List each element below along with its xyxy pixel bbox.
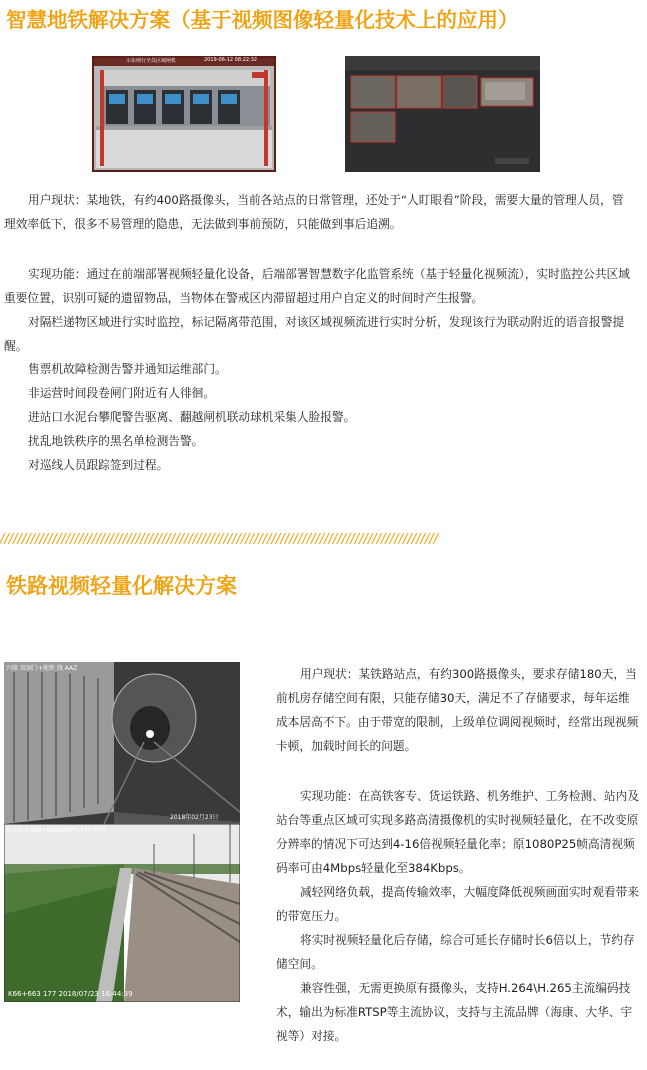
subway-function-item: 售票机故障检测告警并通知运维部门。: [28, 362, 227, 376]
railway-status-paragraph: 用户现状：某铁路站点，有约300路摄像头，要求存储180天，当前机房存储空间有限，只能存储30天，满足不了存储要求，每年运维成本居高不下。由于带宽的限制，上级单位调阅视频时，经常出现视频卡顿，加载时间长的问题。: [276, 667, 639, 753]
section-divider: ////////////////////////////////////////////////////////////////////////////////////////////////////: [0, 532, 438, 547]
page-title: 智慧地铁解决方案（基于视频图像轻量化技术上的应用）: [6, 8, 519, 32]
subway-function-item: 扰乱地铁秩序的黑名单检测告警。: [28, 434, 204, 448]
railway-tunnel-camera-image: [4, 662, 240, 824]
subway-function-item: 对隔栏递物区域进行实时监控，标记隔离带范围，对该区域视频流进行实时分析，发现该行为联动附近的语音报警提醒。: [4, 315, 625, 353]
image-caption: 京沈客专K66+663接触网177杆护网: [6, 827, 106, 834]
railway-function-paragraph: 实现功能：在高铁客专、货运铁路、机务维护、工务检测、站内及站台等重点区域可实现多路高清摄像机的实时视频轻量化，在不改变原分辨率的情况下可达到4-16倍视频轻量化率；原1080P25帧高清视频码率可由4Mbps轻量化至384Kbps。: [276, 789, 639, 875]
railway-benefit-item: 减轻网络负载，提高传输效率，大幅度降低视频画面实时观看带来的带宽压力。: [276, 885, 639, 923]
subway-function-item: 非运营时间段卷闸门附近有人徘徊。: [28, 386, 216, 400]
railway-benefit-item: 将实时视频轻量化后存储，综合可延长存储时长6倍以上，节约存储空间。: [276, 933, 635, 971]
railway-track-camera-image: [4, 824, 240, 1002]
image-timestamp: K66+663 177 2018/07/23 16:44:39: [8, 990, 133, 998]
subway-gate-camera-image: [92, 56, 276, 172]
subway-function-item: 对巡线人员跟踪签到过程。: [28, 458, 169, 472]
image-timestamp: 2019-06-12 08:22:32: [204, 57, 258, 63]
subway-monitoring-grid-image: [345, 56, 540, 172]
subway-function-paragraph: 实现功能：通过在前端部署视频轻量化设备，后端部署智慧数字化监管系统（基于轻量化视频流），实时监控公共区域重要位置，识别可疑的遗留物品，当物体在警戒区内滞留超过用户自定义的时间时产生报警。: [4, 267, 630, 305]
image-caption: 示东闸行全员区域闸机: [126, 58, 177, 64]
image-timestamp: 2018年02月23日: [170, 814, 219, 821]
railway-benefit-item: 兼容性强，无需更换原有摄像头，支持H.264\H.265主流编码技术，输出为标准RTSP等主流协议，支持与主流品牌（海康、大华、宇视等）对接。: [276, 981, 633, 1043]
section-title: 铁路视频轻量化解决方案: [6, 574, 237, 598]
subway-status-paragraph: 用户现状：某地铁，有约400路摄像头，当前各站点的日常管理，还处于“人盯眼看”阶段，需要大量的管理人员，管理效率低下，很多不易管理的隐患，无法做到事前预防，只能做到事后追溯。: [4, 193, 624, 231]
image-caption: 兴隆 双洞门+地铁 线 AAZ: [6, 665, 78, 672]
subway-function-item: 进站口水泥台攀爬警告驱离、翻越闸机联动球机采集人脸报警。: [28, 410, 356, 424]
